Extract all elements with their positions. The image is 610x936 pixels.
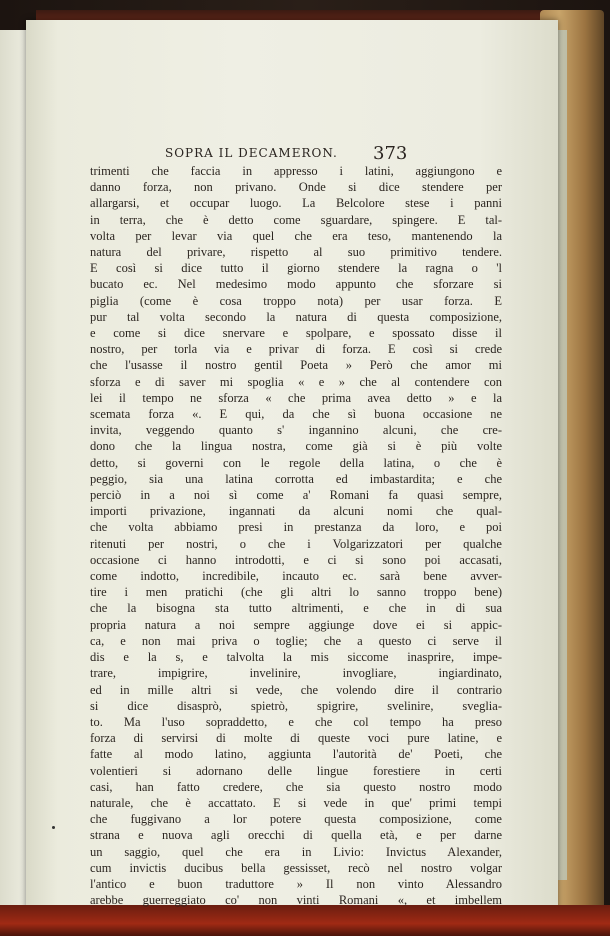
- text-line: fatte al modo latino, aggiunta l'autorità de' Poeti, che: [90, 747, 502, 762]
- text-line: to. Ma l'uso sopraddetto, e che col tempo ha preso: [90, 714, 502, 729]
- text-line: si dice disasprò, spietrò, spigrire, svelinire, sveglia-: [90, 698, 502, 713]
- text-line: che la bisogna sta tutto altrimenti, e che in di sua: [90, 601, 502, 616]
- text-line: l'antico e buon traduttore » Il non vinto Alessandro: [90, 876, 502, 891]
- text-line: dis e la s, e talvolta la mis siccome inasprire, impe-: [90, 650, 502, 665]
- text-line: peggio, sia una latina corrotta ed imbastardita; e che: [90, 471, 502, 486]
- text-line: come indotto, incredibile, incauto ec. sarà bene avver-: [90, 569, 502, 584]
- text-line: nostro, per torla via e privar di forza. E così si crede: [90, 342, 502, 357]
- text-line: casi, han fatto credere, che sia questo nostro modo: [90, 779, 502, 794]
- text-line: lei il tempo ne sforza « che prima avea detto » e la: [90, 390, 502, 405]
- text-line: che volta abbiamo presi in prestanza da loro, e poi: [90, 520, 502, 535]
- text-line: cum invictis ducibus bella gessisset, recò nel nostro volgar: [90, 860, 502, 875]
- text-line: ed in mille altri si vede, che volendo dire il contrario: [90, 682, 502, 697]
- text-line: detto, si governi con le regole della latina, o che è: [90, 455, 502, 470]
- text-line: bucato ec. Nel medesimo modo appunto che sforzare si: [90, 277, 502, 292]
- text-line: e come si dice snervare e spolpare, e spossato disse il: [90, 326, 502, 341]
- book-cover-bottom-edge: [0, 905, 610, 936]
- text-line: pur tal volta secondo la natura di questa composizione,: [90, 309, 502, 324]
- ink-speck: [52, 826, 55, 829]
- text-line: volta per levar via quel che era teso, mantenendo la: [90, 228, 502, 243]
- text-line: E così si dice tutto il giorno stendere la ragna o 'l: [90, 261, 502, 276]
- text-line: dono che la lingua nostra, come già si è più volte: [90, 439, 502, 454]
- text-line: arebbe guerreggiato co' non vinti Romani «, et imbellem: [90, 893, 502, 908]
- text-line: occasione ci hanno introdotti, e ci si sono poi accasati,: [90, 552, 502, 567]
- running-title: SOPRA IL DECAMERON.: [165, 146, 338, 160]
- text-line: invita, veggendo quanto s' ingannino alcuni, che cre-: [90, 423, 502, 438]
- text-line: trimenti che faccia in appresso i latini, aggiungono e: [90, 164, 502, 178]
- text-line: ca, e non mai priva o toglie; che a questo ci serve il: [90, 633, 502, 648]
- text-line: un saggio, quel che era in Livio: Invictus Alexander,: [90, 844, 502, 859]
- text-line: trare, impigrire, invelinire, invogliare, ingiardinato,: [90, 666, 502, 681]
- text-line: strana e nuova agli orecchi di quella età, e per darne: [90, 828, 502, 843]
- text-line: che l'usasse il nostro gentil Poeta » Però che amor mi: [90, 358, 502, 373]
- body-text: [90, 163, 502, 908]
- text-line: sforza e di saver mi spoglia « e » che al contendere con: [90, 374, 502, 389]
- text-line: perciò in a noi sì come a' Romani fa quasi sempre,: [90, 488, 502, 503]
- text-line: naturale, che è accattato. E si vede in que' primi tempi: [90, 795, 502, 810]
- text-line: allargarsi, et occupar luogo. La Belcolore stese i panni: [90, 196, 502, 211]
- text-line: forza di servirsi di molte di queste voci pure latine, e: [90, 731, 502, 746]
- text-line: che fuggivano a lor potere questa composizione, come: [90, 812, 502, 827]
- text-line: tire i men pratichi (che gli altri lo sanno troppo bene): [90, 585, 502, 600]
- text-line: in terra, che è detto come sguardare, spingere. E tal-: [90, 212, 502, 227]
- text-line: scemata forza «. E qui, da che sì buona occasione ne: [90, 407, 502, 422]
- text-line: importi privazione, ingannati da alcuni nomi che qual-: [90, 504, 502, 519]
- text-line: volentieri si adornano delle lingue forestiere in certi: [90, 763, 502, 778]
- text-line: natura del privare, rispetto al suo primitivo tendere.: [90, 245, 502, 260]
- text-line: danno forza, non privano. Onde si dice stendere per: [90, 180, 502, 195]
- text-line: ritenuti per nostri, o che i Volgarizzatori per qualche: [90, 536, 502, 551]
- text-line: propria natura a noi sempre aggiunge dove ei si appic-: [90, 617, 502, 632]
- page-number: 373: [373, 143, 408, 164]
- text-line: piglia (come è cosa troppo nota) per usar forza. E: [90, 293, 502, 308]
